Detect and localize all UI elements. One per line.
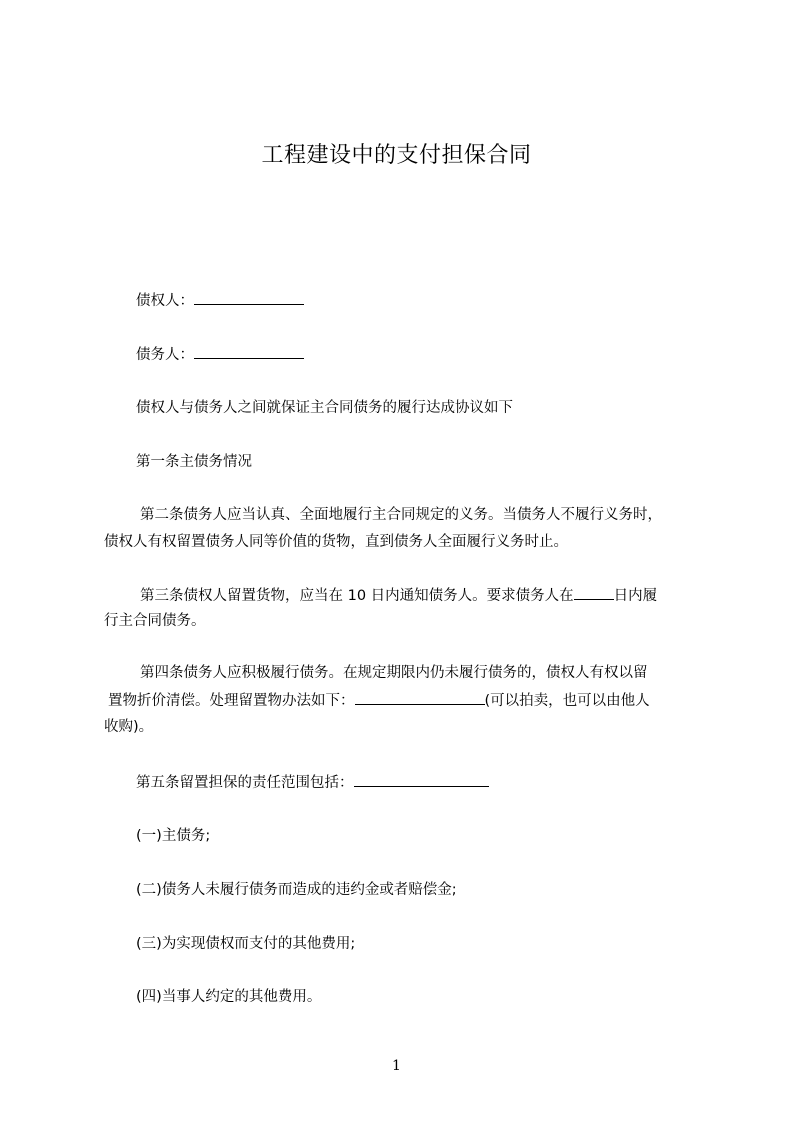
article-3-text-b: 日内履 <box>613 588 658 604</box>
list-item: (二)债务人未履行债务而造成的违约金或者赔偿金; <box>136 882 457 898</box>
debtor-line <box>104 344 748 365</box>
article-4-line-2 <box>104 690 720 711</box>
page-number: 1 <box>392 1058 401 1074</box>
debtor-label: 债务人： <box>136 347 194 363</box>
article-2-line-2: 债权人有权留置债务人同等价值的货物，直到债务人全面履行义务时止。 <box>104 534 568 550</box>
disposal-method-blank[interactable] <box>355 690 485 705</box>
document-title: 工程建设中的支付担保合同 <box>261 143 532 168</box>
list-item: (四)当事人约定的其他费用。 <box>136 989 322 1005</box>
intro-paragraph: 债权人与债务人之间就保证主合同债务的履行达成协议如下 <box>136 400 513 416</box>
article-3-line-1 <box>104 585 752 606</box>
article-5-text: 第五条留置担保的责任范围包括： <box>136 775 354 791</box>
article-4-line-3: 收购)。 <box>104 719 154 735</box>
liability-scope-blank[interactable] <box>354 772 489 787</box>
list-item: (三)为实现债权而支付的其他费用; <box>136 936 356 952</box>
article-4-text-a: 置物折价清偿。处理留置物办法如下： <box>108 693 355 709</box>
article-2-line-1: 第二条债务人应当认真、全面地履行主合同规定的义务。当债务人不履行义务时， <box>140 507 662 523</box>
days-blank[interactable] <box>574 585 614 600</box>
debtor-blank[interactable] <box>194 344 304 359</box>
article-5 <box>104 772 748 793</box>
article-4-line-1: 第四条债务人应积极履行债务。在规定期限内仍未履行债务的，债权人有权以留 <box>140 665 648 681</box>
article-1: 第一条主债务情况 <box>136 454 252 470</box>
article-3-text-a: 第三条债权人留置货物，应当在 10 日内通知债务人。要求债务人在 <box>140 588 574 604</box>
creditor-line <box>104 290 748 311</box>
article-4-text-b: (可以拍卖，也可以由他人 <box>484 693 650 709</box>
article-3-line-2: 行主合同债务。 <box>104 613 206 629</box>
list-item: (一)主债务; <box>136 828 211 844</box>
creditor-blank[interactable] <box>194 290 304 305</box>
creditor-label: 债权人： <box>136 293 194 309</box>
